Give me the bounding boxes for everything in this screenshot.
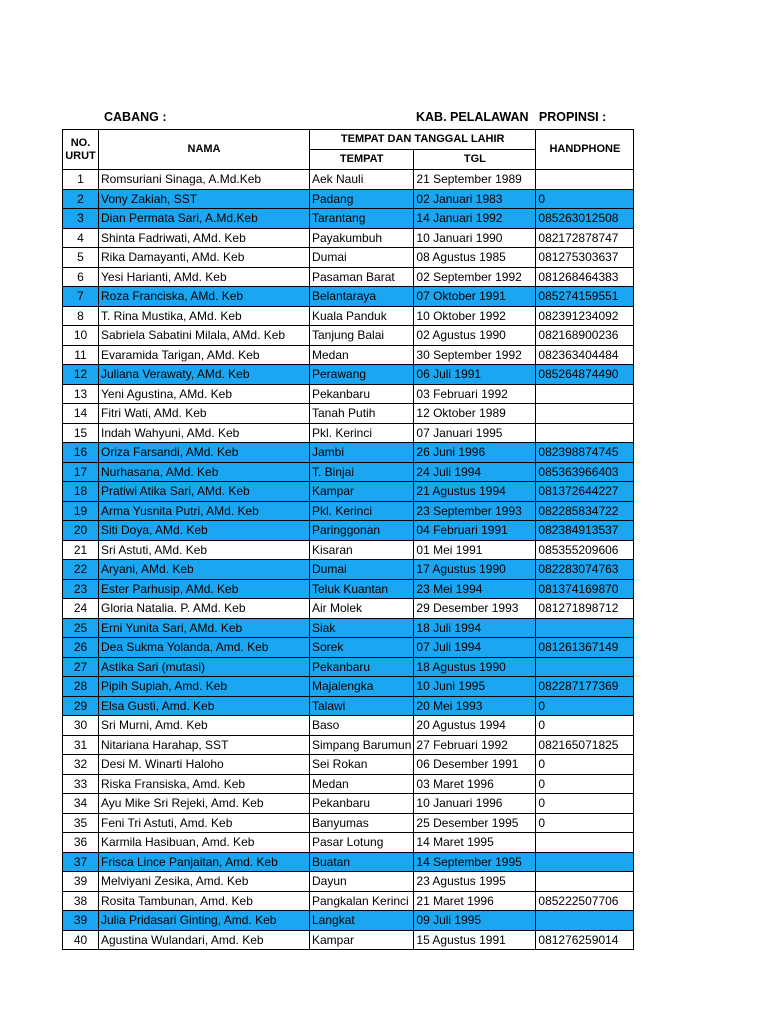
cell-tempat: Tanah Putih [310, 404, 414, 424]
cell-tempat: Perawang [310, 365, 414, 385]
table-row [63, 696, 634, 716]
cell-nama: Ester Parhusip, AMd. Keb [99, 579, 310, 599]
cell-no: 36 [63, 833, 99, 853]
cell-tgl: 07 Juli 1994 [414, 638, 536, 658]
cell-handphone [536, 384, 634, 404]
table-row [63, 911, 634, 931]
cell-tempat: Pekanbaru [310, 384, 414, 404]
col-tempat-tanggal-lahir: TEMPAT DAN TANGGAL LAHIR [310, 130, 536, 150]
table-row [63, 482, 634, 502]
cell-no: 12 [63, 365, 99, 385]
cell-nama: Aryani, AMd. Keb [99, 560, 310, 580]
cell-tgl: 29 Desember 1993 [414, 599, 536, 619]
cell-no: 40 [63, 930, 99, 950]
table-row [63, 345, 634, 365]
cabang-label: CABANG : [104, 110, 167, 124]
cell-handphone: 0 [536, 696, 634, 716]
table-row [63, 540, 634, 560]
cell-no: 32 [63, 755, 99, 775]
table-row [63, 209, 634, 229]
cell-handphone: 082363404484 [536, 345, 634, 365]
cell-no: 30 [63, 716, 99, 736]
cell-tgl: 23 Agustus 1995 [414, 872, 536, 892]
cell-no: 31 [63, 735, 99, 755]
cell-tempat: Pasar Lotung [310, 833, 414, 853]
cell-no: 15 [63, 423, 99, 443]
cell-nama: Yeni Agustina, AMd. Keb [99, 384, 310, 404]
cell-tempat: Pangkalan Kerinci [310, 891, 414, 911]
cell-tgl: 23 Mei 1994 [414, 579, 536, 599]
cell-no: 38 [63, 891, 99, 911]
table-row [63, 423, 634, 443]
cell-nama: Evaramida Tarigan, AMd. Keb [99, 345, 310, 365]
table-row [63, 521, 634, 541]
cell-tgl: 08 Agustus 1985 [414, 248, 536, 268]
cell-no: 20 [63, 521, 99, 541]
cell-handphone [536, 618, 634, 638]
cell-no: 19 [63, 501, 99, 521]
table-row [63, 872, 634, 892]
table-row [63, 716, 634, 736]
cell-no: 24 [63, 599, 99, 619]
kabupaten-propinsi-label: KAB. PELALAWAN PROPINSI : [416, 110, 607, 124]
cell-tgl: 06 Juli 1991 [414, 365, 536, 385]
cell-tempat: Medan [310, 774, 414, 794]
cell-no: 25 [63, 618, 99, 638]
table-row [63, 501, 634, 521]
cell-tempat: Pasaman Barat [310, 267, 414, 287]
cell-nama: Pipih Supiah, Amd. Keb [99, 677, 310, 697]
cell-tgl: 10 Januari 1996 [414, 794, 536, 814]
table-row [63, 579, 634, 599]
cell-no: 37 [63, 852, 99, 872]
cell-tempat: Sorek [310, 638, 414, 658]
cell-tgl: 20 Agustus 1994 [414, 716, 536, 736]
cell-tgl: 21 Agustus 1994 [414, 482, 536, 502]
cell-tempat: Pkl. Kerinci [310, 423, 414, 443]
cell-tempat: Teluk Kuantan [310, 579, 414, 599]
cell-nama: Julia Pridasari Ginting, Amd. Keb [99, 911, 310, 931]
cell-nama: Fitri Wati, AMd. Keb [99, 404, 310, 424]
cell-nama: Arma Yusnita Putri, AMd. Keb [99, 501, 310, 521]
col-handphone: HANDPHONE [536, 130, 634, 170]
cell-nama: Yesi Harianti, AMd. Keb [99, 267, 310, 287]
cell-no: 3 [63, 209, 99, 229]
cell-tempat: Pkl. Kerinci [310, 501, 414, 521]
cell-no: 13 [63, 384, 99, 404]
cell-nama: Riska Fransiska, Amd. Keb [99, 774, 310, 794]
cell-tgl: 21 September 1989 [414, 170, 536, 190]
cell-no: 4 [63, 228, 99, 248]
cell-nama: Dian Permata Sari, A.Md.Keb [99, 209, 310, 229]
cell-no: 23 [63, 579, 99, 599]
table-row [63, 365, 634, 385]
cell-nama: Indah Wahyuni, AMd. Keb [99, 423, 310, 443]
cell-nama: Shinta Fadriwati, AMd. Keb [99, 228, 310, 248]
table-row [63, 443, 634, 463]
cell-nama: Siti Doya, AMd. Keb [99, 521, 310, 541]
table-row [63, 248, 634, 268]
cell-tempat: Aek Nauli [310, 170, 414, 190]
col-tempat: TEMPAT [310, 150, 414, 170]
cell-handphone: 0 [536, 774, 634, 794]
cell-handphone: 0 [536, 189, 634, 209]
cell-handphone: 081275303637 [536, 248, 634, 268]
table-row [63, 891, 634, 911]
cell-handphone: 085263012508 [536, 209, 634, 229]
cell-tempat: Tarantang [310, 209, 414, 229]
cell-no: 27 [63, 657, 99, 677]
cell-handphone: 085363966403 [536, 462, 634, 482]
cell-tgl: 17 Agustus 1990 [414, 560, 536, 580]
cell-tgl: 07 Januari 1995 [414, 423, 536, 443]
cell-no: 10 [63, 326, 99, 346]
cell-tgl: 24 Juli 1994 [414, 462, 536, 482]
cell-handphone: 081374169870 [536, 579, 634, 599]
cell-no: 28 [63, 677, 99, 697]
cell-handphone [536, 852, 634, 872]
cell-no: 7 [63, 287, 99, 307]
cell-tempat: Paringgonan [310, 521, 414, 541]
cell-nama: Sabriela Sabatini Milala, AMd. Keb [99, 326, 310, 346]
cell-no: 8 [63, 306, 99, 326]
cell-tgl: 03 Februari 1992 [414, 384, 536, 404]
cell-handphone: 085355209606 [536, 540, 634, 560]
cell-tempat: Pekanbaru [310, 657, 414, 677]
cell-tempat: Belantaraya [310, 287, 414, 307]
cell-handphone: 082172878747 [536, 228, 634, 248]
cell-tempat: Dumai [310, 560, 414, 580]
table-row [63, 930, 634, 950]
col-tgl: TGL [414, 150, 536, 170]
cell-handphone: 082285834722 [536, 501, 634, 521]
cell-no: 29 [63, 696, 99, 716]
table-row [63, 170, 634, 190]
cell-tempat: Pekanbaru [310, 794, 414, 814]
cell-nama: Elsa Gusti, Amd. Keb [99, 696, 310, 716]
cell-nama: Ayu Mike Sri Rejeki, Amd. Keb [99, 794, 310, 814]
table-row [63, 326, 634, 346]
cell-no: 6 [63, 267, 99, 287]
cell-tgl: 26 Juni 1996 [414, 443, 536, 463]
cell-tgl: 30 September 1992 [414, 345, 536, 365]
cell-handphone: 082165071825 [536, 735, 634, 755]
cell-handphone: 0 [536, 755, 634, 775]
cell-tgl: 14 September 1995 [414, 852, 536, 872]
cell-tempat: Simpang Barumun [310, 735, 414, 755]
cell-tempat: Baso [310, 716, 414, 736]
cell-tgl: 14 Maret 1995 [414, 833, 536, 853]
data-table [62, 129, 634, 950]
cell-no: 16 [63, 443, 99, 463]
cell-handphone: 081372644227 [536, 482, 634, 502]
cell-tgl: 02 September 1992 [414, 267, 536, 287]
cell-tgl: 02 Januari 1983 [414, 189, 536, 209]
cell-nama: Oriza Farsandi, AMd. Keb [99, 443, 310, 463]
cell-tempat: Medan [310, 345, 414, 365]
cell-handphone: 082384913537 [536, 521, 634, 541]
table-row [63, 189, 634, 209]
cell-nama: Nitariana Harahap, SST [99, 735, 310, 755]
cell-nama: Sri Astuti, AMd. Keb [99, 540, 310, 560]
table-row [63, 267, 634, 287]
cell-no: 26 [63, 638, 99, 658]
cell-tgl: 02 Agustus 1990 [414, 326, 536, 346]
cell-handphone: 0 [536, 794, 634, 814]
cell-tgl: 12 Oktober 1989 [414, 404, 536, 424]
cell-tempat: Kampar [310, 930, 414, 950]
cell-nama: Rika Damayanti, AMd. Keb [99, 248, 310, 268]
cell-tgl: 27 Februari 1992 [414, 735, 536, 755]
cell-tgl: 14 Januari 1992 [414, 209, 536, 229]
cell-tgl: 10 Januari 1990 [414, 228, 536, 248]
cell-nama: Dea Sukma Yolanda, Amd. Keb [99, 638, 310, 658]
cell-nama: Vony Zakiah, SST [99, 189, 310, 209]
cell-no: 14 [63, 404, 99, 424]
cell-tgl: 18 Agustus 1990 [414, 657, 536, 677]
cell-handphone [536, 170, 634, 190]
cell-tempat: Jambi [310, 443, 414, 463]
cell-tgl: 01 Mei 1991 [414, 540, 536, 560]
cell-handphone: 082398874745 [536, 443, 634, 463]
cell-tempat: Kuala Panduk [310, 306, 414, 326]
cell-tgl: 06 Desember 1991 [414, 755, 536, 775]
cell-tgl: 20 Mei 1993 [414, 696, 536, 716]
cell-no: 11 [63, 345, 99, 365]
cell-handphone: 081276259014 [536, 930, 634, 950]
table-row [63, 833, 634, 853]
cell-tempat: Kampar [310, 482, 414, 502]
cell-handphone: 082391234092 [536, 306, 634, 326]
table-row [63, 560, 634, 580]
cell-no: 35 [63, 813, 99, 833]
table-row [63, 462, 634, 482]
cell-no: 17 [63, 462, 99, 482]
cell-nama: Feni Tri Astuti, Amd. Keb [99, 813, 310, 833]
cell-handphone: 085222507706 [536, 891, 634, 911]
cell-handphone [536, 657, 634, 677]
cell-nama: Pratiwi Atika Sari, AMd. Keb [99, 482, 310, 502]
cell-handphone: 081261367149 [536, 638, 634, 658]
cell-no: 34 [63, 794, 99, 814]
cell-no: 1 [63, 170, 99, 190]
cell-no: 2 [63, 189, 99, 209]
cell-tgl: 07 Oktober 1991 [414, 287, 536, 307]
cell-tgl: 10 Juni 1995 [414, 677, 536, 697]
cell-handphone: 081268464383 [536, 267, 634, 287]
cell-tempat: Kisaran [310, 540, 414, 560]
cell-no: 33 [63, 774, 99, 794]
cell-nama: Sri Murni, Amd. Keb [99, 716, 310, 736]
cell-tempat: Majalengka [310, 677, 414, 697]
cell-no: 5 [63, 248, 99, 268]
cell-tempat: Buatan [310, 852, 414, 872]
cell-handphone [536, 423, 634, 443]
table-row [63, 384, 634, 404]
cell-nama: Melviyani Zesika, Amd. Keb [99, 872, 310, 892]
cell-tempat: Talawi [310, 696, 414, 716]
cell-handphone: 081271898712 [536, 599, 634, 619]
table-row [63, 618, 634, 638]
table-row [63, 404, 634, 424]
cell-tempat: Air Molek [310, 599, 414, 619]
table-row [63, 657, 634, 677]
table-row [63, 287, 634, 307]
cell-tgl: 15 Agustus 1991 [414, 930, 536, 950]
cell-tempat: Dayun [310, 872, 414, 892]
cell-tempat: Payakumbuh [310, 228, 414, 248]
table-row [63, 735, 634, 755]
cell-nama: Erni Yunita Sari, AMd. Keb [99, 618, 310, 638]
table-row [63, 852, 634, 872]
cell-handphone: 085264874490 [536, 365, 634, 385]
cell-nama: Karmila Hasibuan, Amd. Keb [99, 833, 310, 853]
cell-nama: Desi M. Winarti Haloho [99, 755, 310, 775]
cell-handphone: 082283074763 [536, 560, 634, 580]
table-header [63, 130, 634, 170]
cell-nama: Astika Sari (mutasi) [99, 657, 310, 677]
cell-tgl: 23 September 1993 [414, 501, 536, 521]
cell-tempat: Padang [310, 189, 414, 209]
cell-tgl: 18 Juli 1994 [414, 618, 536, 638]
cell-tgl: 25 Desember 1995 [414, 813, 536, 833]
table-row [63, 774, 634, 794]
cell-no: 22 [63, 560, 99, 580]
cell-no: 39 [63, 911, 99, 931]
cell-nama: Gloria Natalia. P. AMd. Keb [99, 599, 310, 619]
cell-tempat: Tanjung Balai [310, 326, 414, 346]
cell-handphone: 082168900236 [536, 326, 634, 346]
cell-handphone [536, 833, 634, 853]
table-row [63, 813, 634, 833]
table-body [63, 170, 634, 950]
table-row [63, 599, 634, 619]
cell-handphone: 082287177369 [536, 677, 634, 697]
cell-handphone: 0 [536, 716, 634, 736]
table-row [63, 794, 634, 814]
cell-nama: Frisca Lince Panjaitan, Amd. Keb [99, 852, 310, 872]
cell-tempat: Langkat [310, 911, 414, 931]
cell-nama: Juliana Verawaty, AMd. Keb [99, 365, 310, 385]
cell-tgl: 21 Maret 1996 [414, 891, 536, 911]
cell-handphone [536, 404, 634, 424]
cell-handphone [536, 911, 634, 931]
cell-handphone [536, 872, 634, 892]
table-row [63, 677, 634, 697]
cell-tempat: Banyumas [310, 813, 414, 833]
cell-tempat: Sei Rokan [310, 755, 414, 775]
cell-no: 21 [63, 540, 99, 560]
cell-handphone: 0 [536, 813, 634, 833]
cell-tgl: 03 Maret 1996 [414, 774, 536, 794]
table-row [63, 306, 634, 326]
cell-handphone: 085274159551 [536, 287, 634, 307]
cell-tgl: 10 Oktober 1992 [414, 306, 536, 326]
cell-tgl: 04 Februari 1991 [414, 521, 536, 541]
cell-tempat: Dumai [310, 248, 414, 268]
cell-nama: Nurhasana, AMd. Keb [99, 462, 310, 482]
cell-tgl: 09 Juli 1995 [414, 911, 536, 931]
cell-no: 18 [63, 482, 99, 502]
cell-tempat: Siak [310, 618, 414, 638]
table-row [63, 755, 634, 775]
table-row [63, 228, 634, 248]
cell-nama: Rosita Tambunan, Amd. Keb [99, 891, 310, 911]
col-nama: NAMA [99, 130, 310, 170]
cell-no: 39 [63, 872, 99, 892]
cell-nama: Agustina Wulandari, Amd. Keb [99, 930, 310, 950]
table-row [63, 638, 634, 658]
cell-tempat: T. Binjai [310, 462, 414, 482]
col-no-urut: NO. URUT [63, 130, 99, 170]
cell-nama: Roza Franciska, AMd. Keb [99, 287, 310, 307]
cell-nama: T. Rina Mustika, AMd. Keb [99, 306, 310, 326]
cell-nama: Romsuriani Sinaga, A.Md.Keb [99, 170, 310, 190]
